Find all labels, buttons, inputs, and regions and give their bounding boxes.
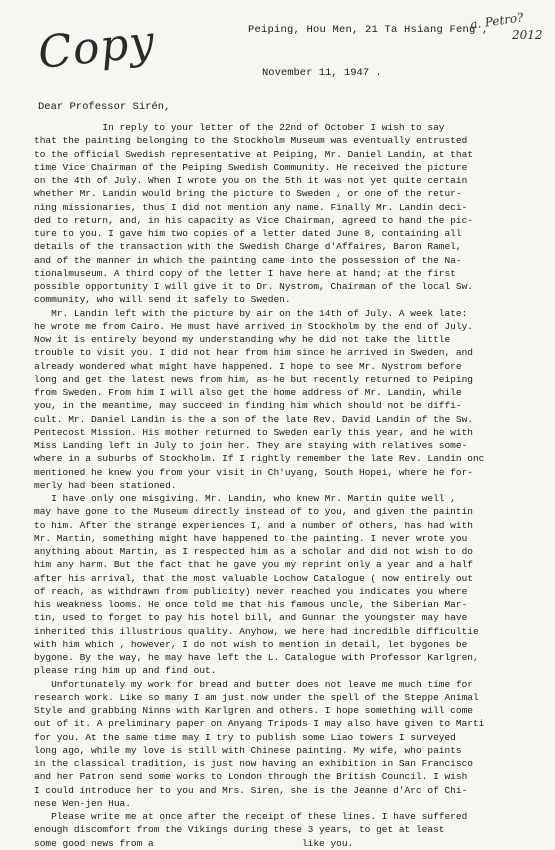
letter-line: In reply to your letter of the 22nd of October I wish to say [34,122,445,133]
letter-line: please ring him up and find out. [34,665,217,677]
letter-line: of reach, as withdrawn from publicity) never reached you indicates you where [34,585,468,597]
letter-line: to the official Swedish representative at Peiping, Mr. Daniel Landin, at that [34,148,473,160]
letter-line: I have only one misgiving. Mr. Landin, who knew Mr. Martin quite well , [34,493,456,504]
letter-line: nese Wen-jen Hua. [34,797,131,809]
letter-line: trouble to visit you. I did not hear from him since he arrived in Sweden, and [34,347,473,359]
letter-line: possible opportunity I will give it to Dr. Nystrom, Chairman of the local Sw. [34,281,473,292]
letter-line: mentioned he knew you from your visit in Ch'uyang, South Hopei, where he for- [34,466,473,478]
letter-line: long and get the latest news from him, as he but recently returned to Peiping [34,373,473,385]
letter-line: from Sweden. From him I will also get the home address of Mr. Landin, while [34,387,462,398]
letter-line: merly had been stationed. [34,479,177,491]
letter-line: Unfortunately my work for bread and butter does not leave me much time for [34,678,473,690]
letter-line: Mr. Landin left with the picture by air on the 14th of July. A week late: [34,307,468,319]
letter-line: I could introduce her to you and Mrs. Siren, she is the Jeanne d'Arc of Chi- [34,784,468,796]
letter-line: already wondered what might have happened. I hope to see Mr. Nystrom before [34,360,462,372]
letter-date: November 11, 1947 . [262,67,382,79]
sender-address: Peiping, Hou Men, 21 Ta Hsiang Feng , [248,24,489,36]
letter-line: Mr. Martin, something might have happened to the painting. I never wrote you [34,532,468,544]
letter-line: time Vice Chairman of the Peiping Swedish Community. He received the picture [34,161,468,173]
letter-line: tionalmuseum. A third copy of the letter I have here at hand; at the first [34,267,456,279]
letter-line: whether Mr. Landin would bring the picture to Sweden , or one of the retur- [34,188,462,200]
letter-line: anything about Martin, as I respected him as a scholar and did not wish to do [34,546,473,557]
letter-line: bygone. By the way, he may have left the L. Catalogue with Professor Karlgren, [34,652,479,663]
letter-line: tin, used to forget to pay his hotel bill, and Gunnar the youngster may have [34,612,468,624]
letter-body [34,121,549,850]
letter-line: his weakness looms. He once told me that his famous uncle, the Siberian Mar- [34,599,468,610]
handwritten-corner-note: a. Petro? [469,10,525,32]
letter-line: long ago, while my love is still with Chinese painting. My wife, who paints [34,744,462,756]
letter-line: and her Patron send some works to London through the British Council. I wish [34,771,468,783]
letter-line: Please write me at once after the receipt of these lines. I have suffered [34,811,468,822]
letter-line: out of it. A preliminary paper on Anyang Tripods I may also have given to Marti [34,718,485,730]
letter-line: enough discomfort from the Vikings during these 3 years, to get at least [34,824,445,836]
letter-line: inherited this illustrious quality. Anyhow, we here had incredible difficultie [34,625,479,637]
letter-line: research work. Like so many I am just now under the spell of the Steppe Animal [34,691,479,703]
letter-line: on the 4th of July. When I wrote you on the 5th it was not yet quite certain [34,175,468,186]
letter-line: Miss Landing left in July to join her. They are staying with relatives some- [34,440,468,451]
letter-line: ning missionaries, thus I did not mention any name. Finally Mr. Landin deci- [34,201,468,213]
copy-handwritten-mark: Copy [35,16,158,79]
letter-line: and of the manner in which the painting came into the possession of the Na- [34,254,462,266]
letter-line: cult. Mr. Daniel Landin is the a son of the late Rev. David Landin of the Sw. [34,413,473,425]
salutation: Dear Professor Sirén, [38,101,171,113]
letter-line: for you. At the same time may I try to publish some Liao towers I surveyed [34,731,456,743]
letter-line: Style and grabbing Ninns with Karlgren and others. I hope something will come [34,705,473,716]
letter-line: after his arrival, that the most valuable Lochow Catalogue ( now entirely out [34,572,473,584]
letter-line: ded to return, and, in his capacity as Vice Chairman, agreed to hand the pic- [34,214,473,226]
letter-line: Pentecost Mission. His mother returned to Sweden early this year, and he with [34,426,473,438]
letter-line: community, who will send it safely to Sweden. [34,294,291,306]
letter-line: may have gone to the Museum directly instead of to you, and given the paintin [34,506,473,518]
letter-line: details of the transaction with the Swedish Charge d'Affaires, Baron Ramel, [34,241,462,253]
letter-line: you, in the meantime, may succeed in finding him which should not be diffi- [34,400,462,412]
letter-line: Now it is entirely beyond my understanding why he did not take the little [34,334,451,345]
letter-line: him any harm. But the fact that he gave you my reprint only a year and a half [34,559,473,571]
letter-line: in the classical tradition, is just now having an exhibition in San Francisco [34,758,473,769]
letter-line: ture to you. I gave him two copies of a letter dated June 8, containing all [34,228,462,239]
letter-line: some good news from a like you. [34,837,354,849]
letter-line: that the painting belonging to the Stockholm Museum was eventually entrusted [34,135,468,147]
letter-line: he wrote me from Cairo. He must have arrived in Stockholm by the end of July. [34,320,473,332]
letter-line: where in a suburbs of Stockholm. If I rightly remember the late Rev. Landin onc [34,453,485,465]
letter-line: to him. After the strange experiences I, and a number of others, has had with [34,519,473,531]
letter-line: with him which , however, I do not wish to mention in detail, let bygones be [34,638,468,650]
handwritten-page-number: 2012 [512,28,543,42]
